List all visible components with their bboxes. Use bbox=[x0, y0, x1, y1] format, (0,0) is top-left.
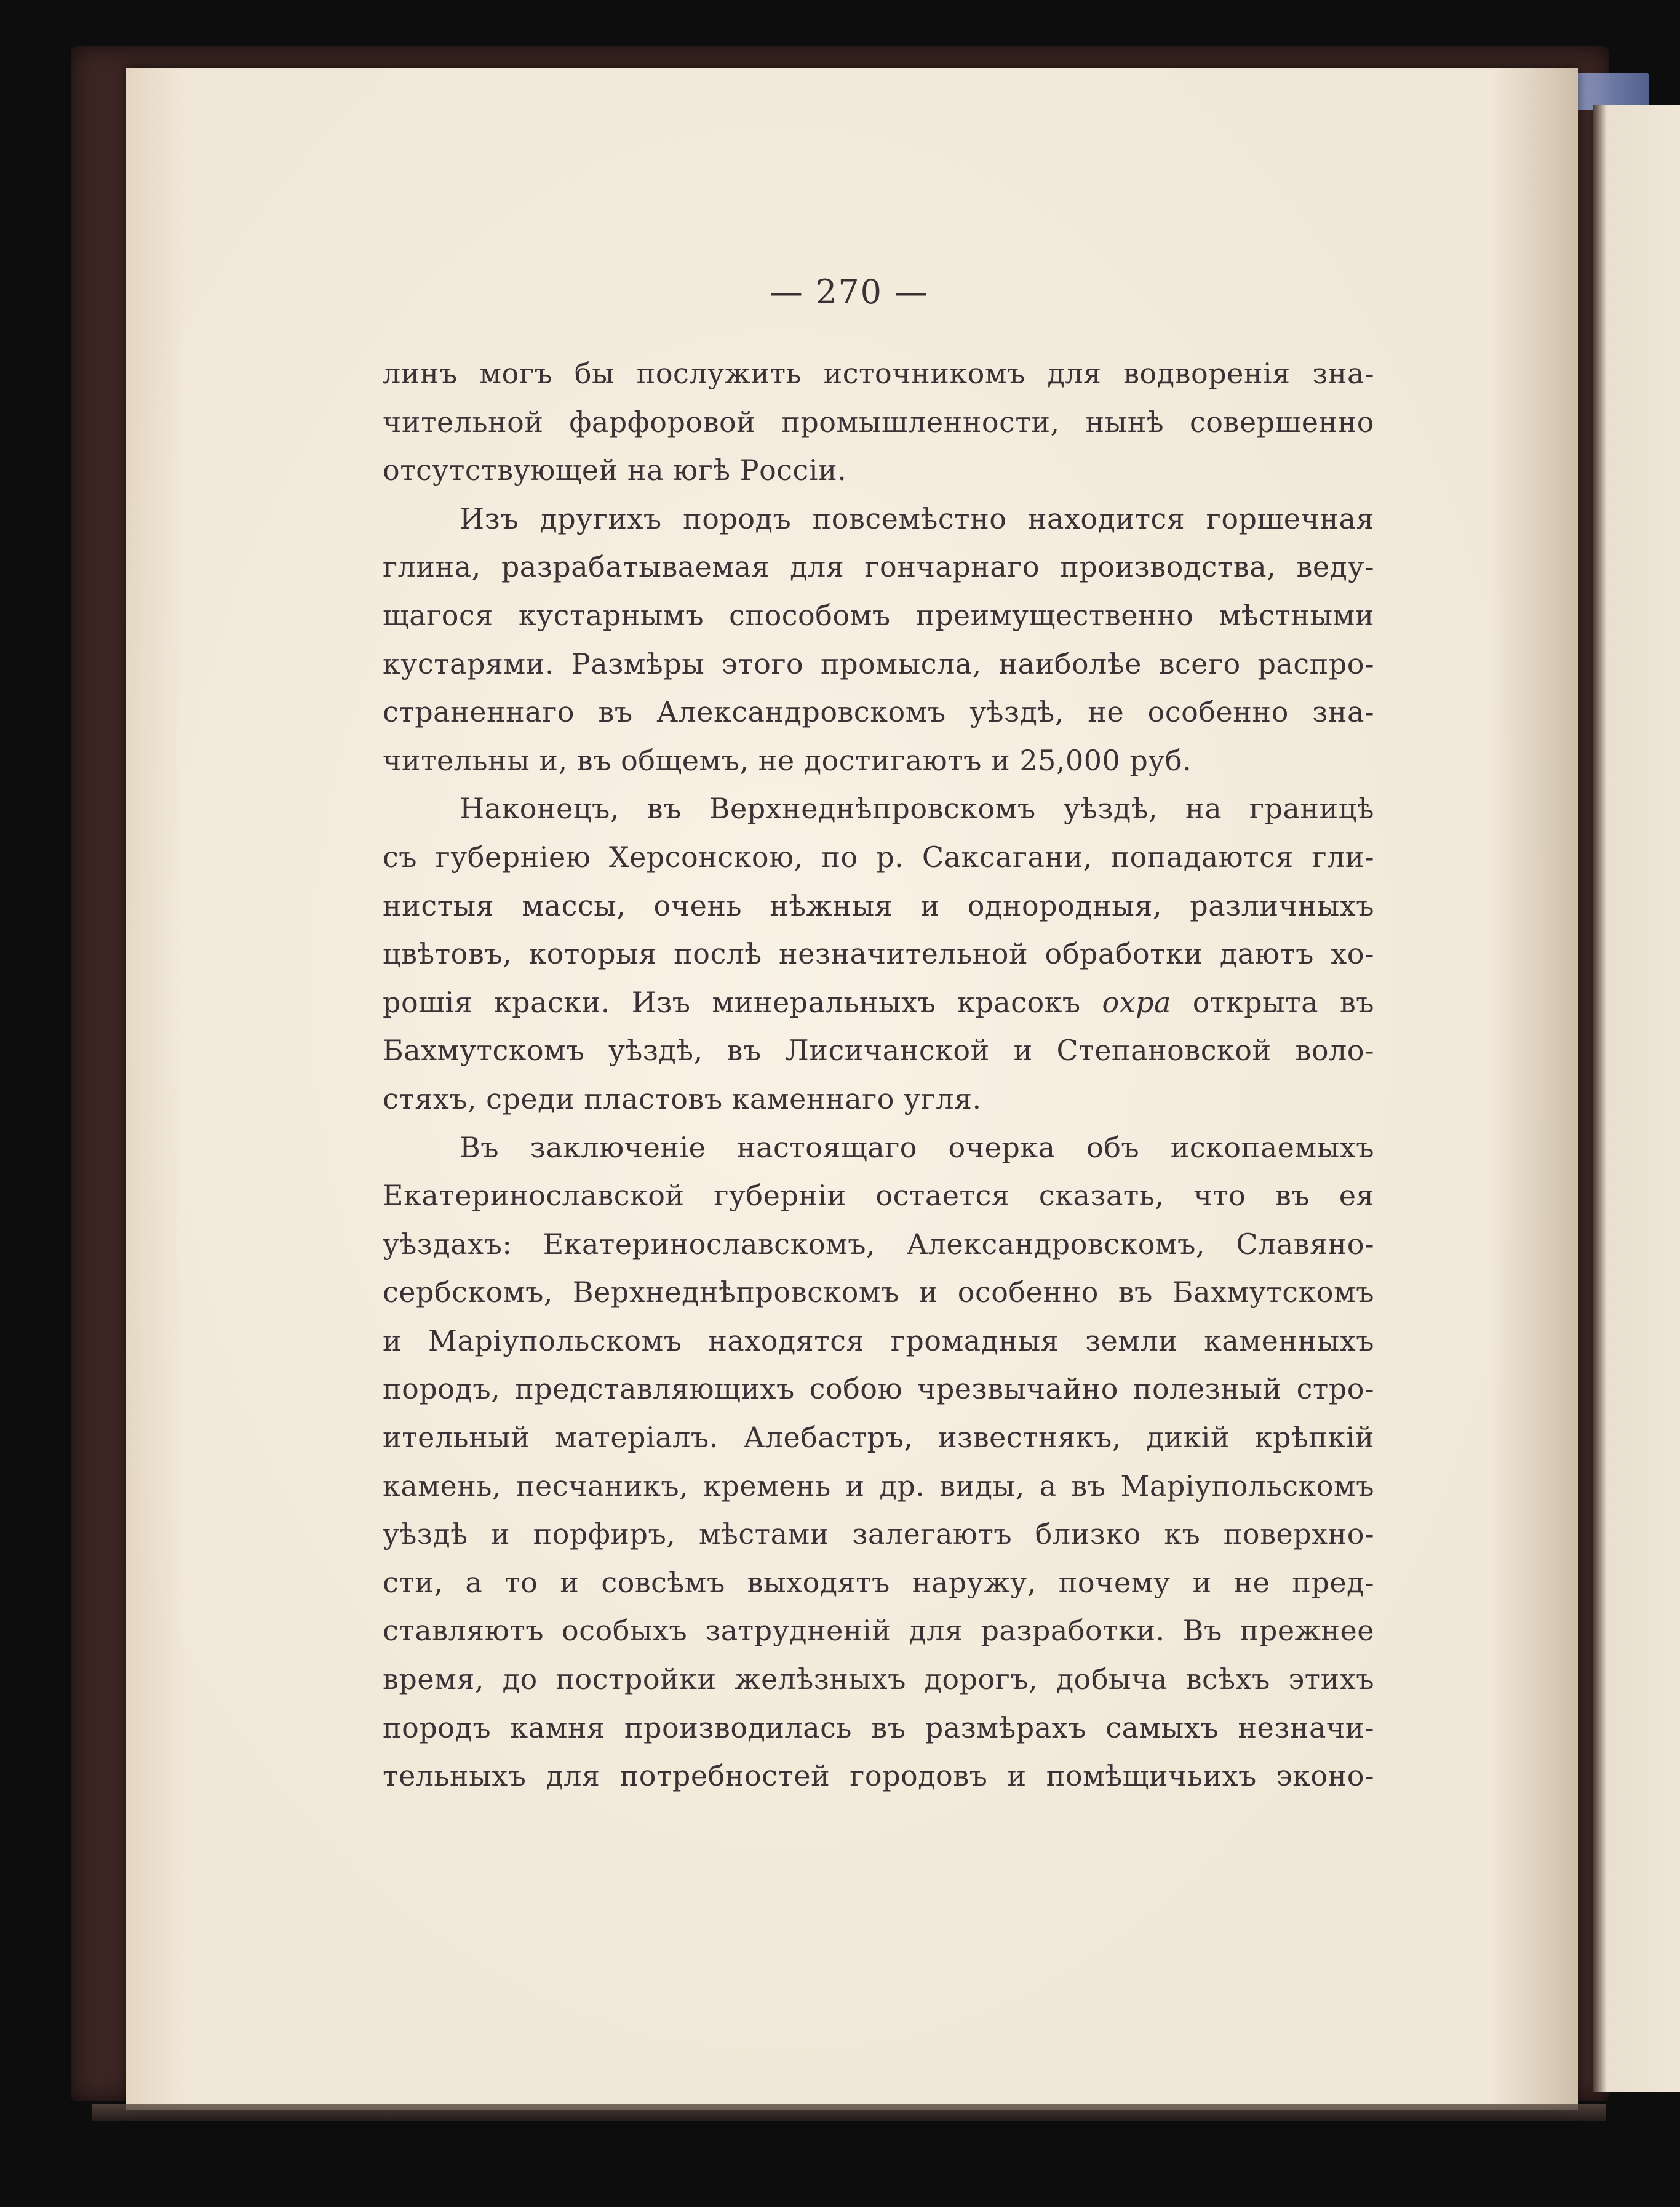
text-line: ставляютъ особыхъ затрудненій для разработки. Въ прежнее bbox=[383, 1614, 1374, 1648]
text-line: сербскомъ, Верхнеднѣпровскомъ и особенно въ Бахмутскомъ bbox=[383, 1275, 1374, 1309]
text-line: уѣздѣ и порфиръ, мѣстами залегаютъ близко къ поверхно- bbox=[383, 1517, 1374, 1551]
text-line: глина, разрабатываемая для гончарнаго производства, веду- bbox=[383, 550, 1374, 584]
text-line: кустарями. Размѣры этого промысла, наиболѣе всего распро- bbox=[383, 647, 1374, 680]
text-line: страненнаго въ Александровскомъ уѣздѣ, не особенно зна- bbox=[383, 695, 1374, 729]
text-line: Наконецъ, въ Верхнеднѣпровскомъ уѣздѣ, на границѣ bbox=[460, 792, 1374, 826]
text-line: Изъ другихъ породъ повсемѣстно находится горшечная bbox=[460, 501, 1374, 535]
text-line: стяхъ, среди пластовъ каменнаго угля. bbox=[383, 1082, 982, 1115]
text-line: Бахмутскомъ уѣздѣ, въ Лисичанской и Степановской воло- bbox=[383, 1034, 1374, 1068]
text-line: чительной фарфоровой промышленности, нынѣ совершенно bbox=[383, 405, 1374, 439]
text-line: линъ могъ бы послужить источникомъ для водворенія зна- bbox=[383, 357, 1374, 390]
italic-term: охра bbox=[1102, 985, 1171, 1019]
text-line: ительный матеріалъ. Алебастръ, известнякъ, дикій крѣпкій bbox=[383, 1421, 1374, 1455]
text-line: уѣздахъ: Екатеринославскомъ, Александровскомъ, Славяно- bbox=[383, 1227, 1374, 1261]
text-line: отсутствующей на югѣ Россіи. bbox=[383, 453, 847, 487]
page-bottom-edge bbox=[92, 2104, 1606, 2121]
text-line: тельныхъ для потребностей городовъ и помѣщичьихъ эконо- bbox=[383, 1759, 1374, 1793]
text-line: сти, а то и совсѣмъ выходятъ наружу, почему и не пред- bbox=[383, 1565, 1374, 1599]
text-line: чительны и, въ общемъ, не достигаютъ и 25,000 руб. bbox=[383, 743, 1192, 777]
text-line bbox=[383, 978, 1374, 1027]
text-line: Въ заключеніе настоящаго очерка объ ископаемыхъ bbox=[460, 1130, 1374, 1164]
text-line: цвѣтовъ, которыя послѣ незначительной обработки даютъ хо- bbox=[383, 937, 1374, 971]
text-line: нистыя массы, очень нѣжныя и однородныя, различныхъ bbox=[383, 888, 1374, 922]
next-page-edge bbox=[1593, 105, 1680, 2092]
text-lines bbox=[383, 349, 1374, 1800]
text-segment: рошія краски. Изъ минеральныхъ красокъ bbox=[383, 985, 1102, 1019]
page-number: — 270 — bbox=[769, 273, 930, 311]
text-line: породъ камня производилась въ размѣрахъ самыхъ незначи- bbox=[383, 1710, 1374, 1744]
text-line: и Маріупольскомъ находятся громадныя земли каменныхъ bbox=[383, 1323, 1374, 1357]
text-line: щагося кустарнымъ способомъ преимущественно мѣстными bbox=[383, 598, 1374, 632]
text-line: Екатеринославской губерніи остается сказать, что въ ея bbox=[383, 1179, 1374, 1213]
text-segment: открыта въ bbox=[1171, 985, 1374, 1019]
text-line: время, до постройки желѣзныхъ дорогъ, добыча всѣхъ этихъ bbox=[383, 1662, 1374, 1696]
text-line: породъ, представляющихъ собою чрезвычайно полезный стро- bbox=[383, 1372, 1374, 1406]
text-line: съ губерніею Херсонскою, по р. Саксагани, попадаются гли- bbox=[383, 840, 1374, 874]
page-text-block bbox=[383, 271, 1374, 1800]
text-line: камень, песчаникъ, кремень и др. виды, а въ Маріупольскомъ bbox=[383, 1469, 1374, 1503]
